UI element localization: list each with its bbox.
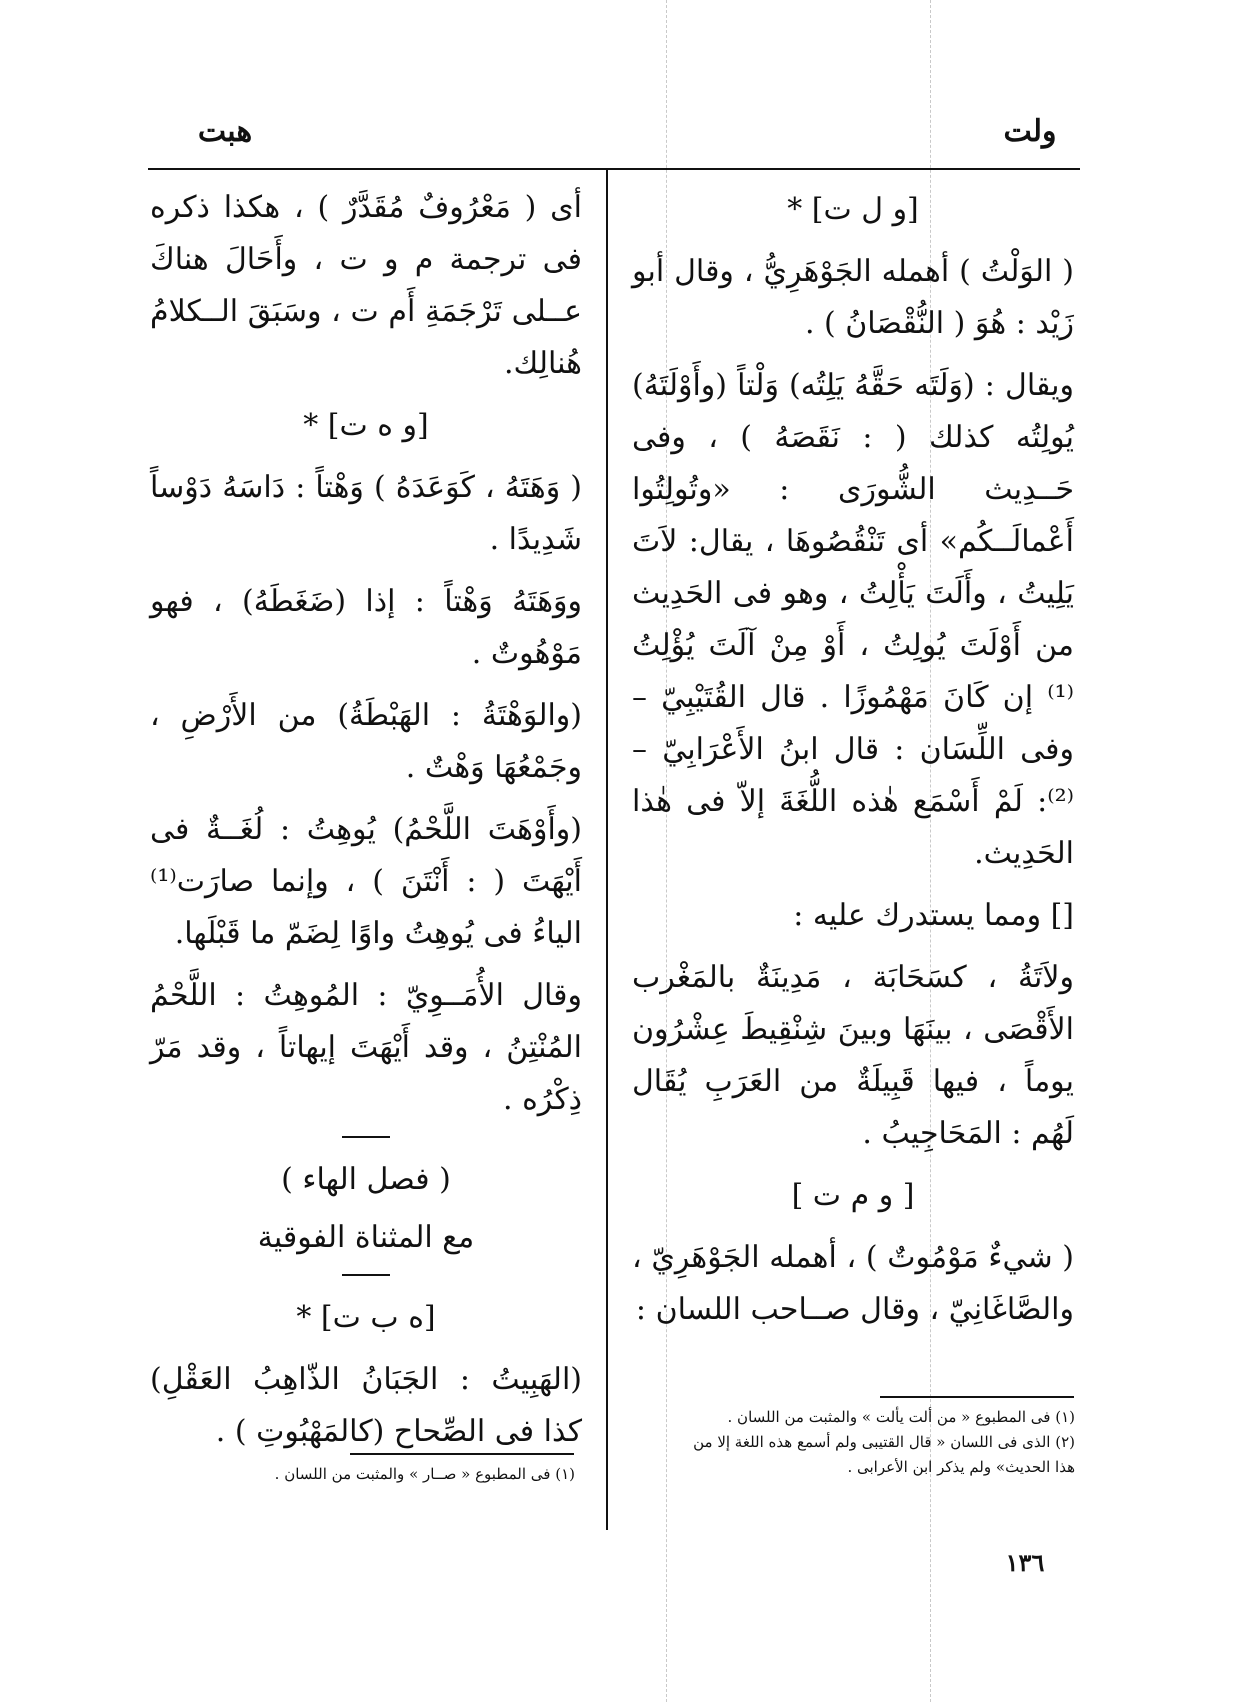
- entry-paragraph: (الهَبِيتُ : الجَبَانُ الذّاهِبُ العَقْلِ) كذا فى الصِّحاح (كالمَهْبُوتِ ) .: [150, 1362, 582, 1449]
- entry-paragraph: ويقال : (وَلَتَه حَقَّهُ يَلِتُه) وَلْتاً (وأَوْلَتَهُ) يُولِتُه كذلك ( : نَقَصَهُ ) ، وفى حَــدِيث الشُّورَى : «وتُولِتُوا أَعْمالَــكُم» أى تَنْقُصُوهَا ، يقال: لاَتَ يَلِيتُ ، وأَلَتَ يَأْلِتُ ، وهو فى الحَدِيث من أَوْلَتَ يُولِتُ ، أَوْ مِنْ آلَتَ يُؤْلِتُ ⁽¹⁾ إن كَانَ مَهْمُوزًا . قال القُتَيْبِيّ – وفى اللِّسَان : قال ابنُ الأَعْرَابِيّ – ⁽²⁾: لَمْ أَسْمَع هٰذه اللُّغَةَ إلاّ فى هٰذا الحَدِيث.: [632, 368, 1074, 871]
- entry-heading: [و ل ت] *: [787, 192, 919, 227]
- entry-paragraph: وقال الأُمَــوِيّ : المُوهِتُ : اللَّحْمُ المُنْتِنُ ، وقد أَيْهَتَ إيهاتاً ، وقد مَرّ ذِكْرُه .: [150, 978, 582, 1117]
- entry-heading: [ و م ت ]: [791, 1178, 915, 1213]
- entry-paragraph: ( الوَلْتُ ) أهمله الجَوْهَرِيُّ ، وقال أبو زَيْد : هُوَ ( النُّقْصَانُ ) .: [632, 254, 1074, 341]
- footnote: (١) فى المطبوع « صــار » والمثبت من اللسان .: [274, 1465, 575, 1483]
- running-head-right: ولت: [1003, 114, 1057, 149]
- entry-paragraph: ( وَهَتَهُ ، كَوَعَدَهُ ) وَهْتاً : دَاسَهُ دَوْساً شَدِيدًا .: [150, 470, 582, 557]
- entry-paragraph: (وأَوْهَتَ اللَّحْمُ) يُوهِتُ : لُغَــةٌ فى أَيْهَتَ ( : أَنْتَنَ ) ، وإنما صارَت⁽¹⁾ الياءُ فى يُوهِتُ واوًا لِضَمّ ما قَبْلَها.: [150, 812, 582, 951]
- page-number: ١٣٦: [1005, 1548, 1045, 1577]
- entry-paragraph: ولاَتَةُ ، كسَحَابَة ، مَدِينَةٌ بالمَغْرب الأَقْصَى ، بينَهَا وبينَ شِنْقِيطَ عِشْرُون يوماً ، فيها قَبِيلَةٌ من العَرَبِ يُقَال لَهُم : المَحَاجِيبُ .: [632, 960, 1074, 1151]
- footnote: (٢) الذى فى اللسان « قال القتيبى ولم أسمع هذه اللغة إلا من هذا الحديث» ولم يذكر ابن الأعرابى .: [693, 1433, 1075, 1476]
- entry-heading: [ه ب ت] *: [296, 1300, 436, 1335]
- header-rule: [148, 168, 1080, 170]
- entry-paragraph: [] ومما يستدرك عليه :: [793, 898, 1074, 933]
- section-title: ( فصل الهاء ): [281, 1162, 451, 1197]
- entry-paragraph: ( شيءٌ مَوْمُوتٌ ) ، أهمله الجَوْهَرِيّ ، والصَّاغَانِيّ ، وقال صــاحب اللسان :: [632, 1240, 1074, 1327]
- left-column: [150, 182, 582, 1468]
- entry-paragraph: (والوَهْتَةُ : الهَبْطَةُ) من الأَرْضِ ، وجَمْعُهَا وَهْتٌ .: [150, 698, 582, 785]
- footnote-rule: [350, 1453, 574, 1455]
- entry-paragraph: ووَهَتَهُ وَهْتاً : إذا (ضَغَطَهُ) ، فهو مَوْهُوتٌ .: [150, 584, 582, 671]
- footnote-rule: [880, 1396, 1074, 1398]
- entry-heading: [و ه ت] *: [303, 408, 429, 443]
- left-footnotes: [150, 1462, 575, 1487]
- right-column: [632, 182, 1074, 1346]
- footnote: (١) فى المطبوع « من ألت يألت » والمثبت من اللسان .: [727, 1408, 1075, 1426]
- entry-paragraph: أى ( مَعْرُوفٌ مُقَدَّرٌ ) ، هكذا ذكره فى ترجمة م و ت ، وأَحَالَ هناكَ عــلى تَرْجَمَةِ أَم ت ، وسَبَقَ الــكلامُ هُنالِك.: [150, 190, 582, 381]
- column-divider: [606, 170, 608, 1530]
- section-rule: [342, 1136, 390, 1138]
- section-subtitle: مع المثناة الفوقية: [257, 1220, 475, 1255]
- section-rule: [342, 1274, 390, 1276]
- right-footnotes: [690, 1405, 1075, 1480]
- running-head-left: هبت: [197, 114, 253, 149]
